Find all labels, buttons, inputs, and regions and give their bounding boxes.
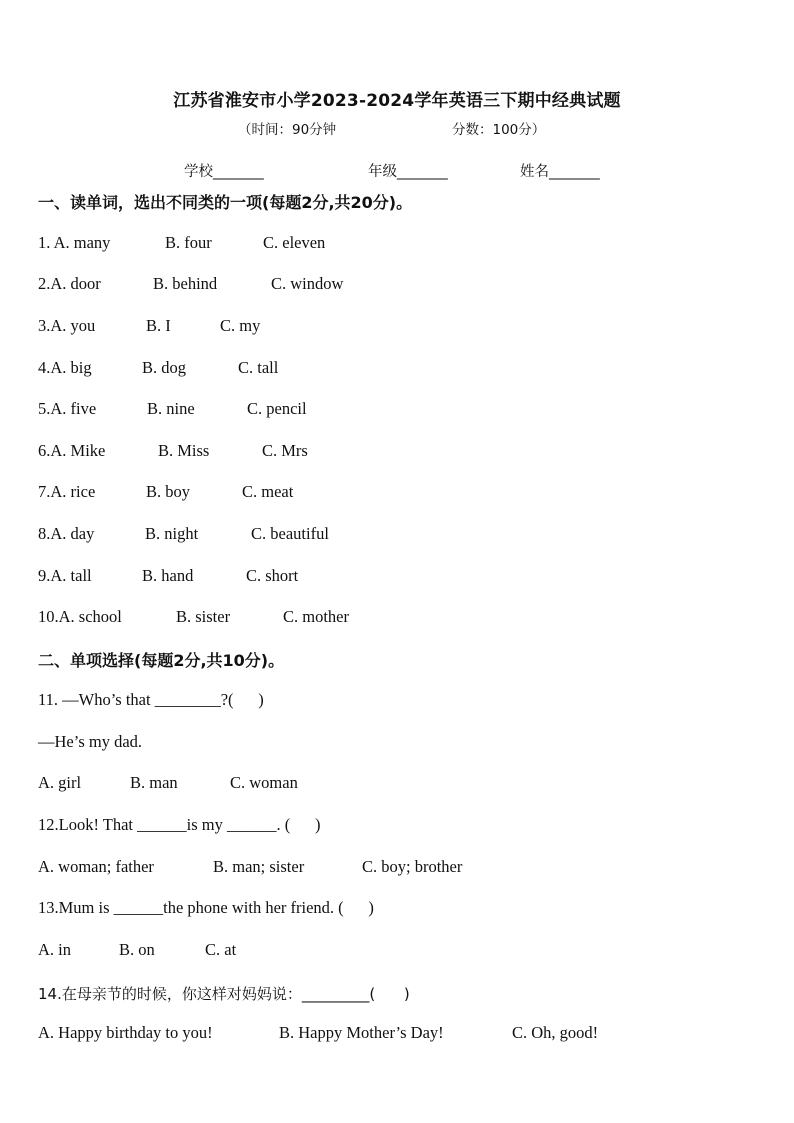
- option-a: A. Happy birthday to you!: [38, 1023, 213, 1042]
- option-a: 2.A. door: [38, 274, 101, 293]
- option-c: C. eleven: [263, 233, 326, 252]
- question-11: 11. —Who’s that ________?( ): [38, 690, 264, 709]
- option-b: B. dog: [142, 358, 187, 377]
- option-a: 1. A. many: [38, 233, 111, 252]
- school-field[interactable]: 学校_______: [184, 164, 264, 180]
- exam-score: 分数：100分）: [452, 122, 546, 138]
- option-c: C. short: [246, 566, 299, 585]
- option-a: 4.A. big: [38, 358, 92, 377]
- option-b: B. four: [165, 233, 212, 252]
- option-a: 7.A. rice: [38, 482, 96, 501]
- option-c: C. pencil: [247, 399, 307, 418]
- option-b: B. on: [119, 940, 155, 959]
- option-b: B. Happy Mother’s Day!: [279, 1023, 444, 1042]
- option-c: C. meat: [242, 482, 294, 501]
- option-c: C. my: [220, 316, 261, 335]
- question-13: 13.Mum is ______the phone with her friend. ( ): [38, 898, 374, 917]
- option-b: B. sister: [176, 607, 231, 626]
- option-c: C. tall: [238, 358, 279, 377]
- option-b: B. behind: [153, 274, 218, 293]
- option-b: B. man; sister: [213, 857, 305, 876]
- question-12: 12.Look! That ______is my ______. ( ): [38, 815, 321, 834]
- option-b: B. hand: [142, 566, 194, 585]
- option-c: C. Oh, good!: [512, 1023, 599, 1042]
- option-a: 5.A. five: [38, 399, 97, 418]
- section-2-heading: 二、单项选择(每题2分,共10分)。: [38, 651, 285, 670]
- question-14: 14.在母亲节的时候，你这样对妈妈说：_________( ): [38, 985, 410, 1003]
- option-c: C. at: [205, 940, 237, 959]
- option-b: B. I: [146, 316, 171, 335]
- option-b: B. Miss: [158, 441, 210, 460]
- option-c: C. woman: [230, 773, 298, 792]
- question-11-answer-line: —He’s my dad.: [38, 732, 143, 751]
- section-1-heading: 一、读单词，选出不同类的一项(每题2分,共20分)。: [38, 193, 413, 212]
- option-b: B. night: [145, 524, 199, 543]
- option-c: C. boy; brother: [362, 857, 463, 876]
- grade-field[interactable]: 年级_______: [368, 164, 448, 180]
- option-b: B. nine: [147, 399, 195, 418]
- option-b: B. boy: [146, 482, 191, 501]
- option-a: 6.A. Mike: [38, 441, 106, 460]
- option-a: 9.A. tall: [38, 566, 92, 585]
- option-a: 3.A. you: [38, 316, 96, 335]
- name-field[interactable]: 姓名_______: [520, 164, 600, 180]
- page-title: 江苏省淮安市小学2023-2024学年英语三下期中经典试题: [173, 91, 621, 111]
- option-b: B. man: [130, 773, 178, 792]
- option-a: 10.A. school: [38, 607, 122, 626]
- option-c: C. beautiful: [251, 524, 329, 543]
- option-c: C. Mrs: [262, 441, 308, 460]
- option-a: 8.A. day: [38, 524, 95, 543]
- option-c: C. mother: [283, 607, 349, 626]
- option-a: A. in: [38, 940, 71, 959]
- exam-time: （时间：90分钟: [238, 122, 337, 138]
- option-c: C. window: [271, 274, 344, 293]
- option-a: A. woman; father: [38, 857, 154, 876]
- option-a: A. girl: [38, 773, 82, 792]
